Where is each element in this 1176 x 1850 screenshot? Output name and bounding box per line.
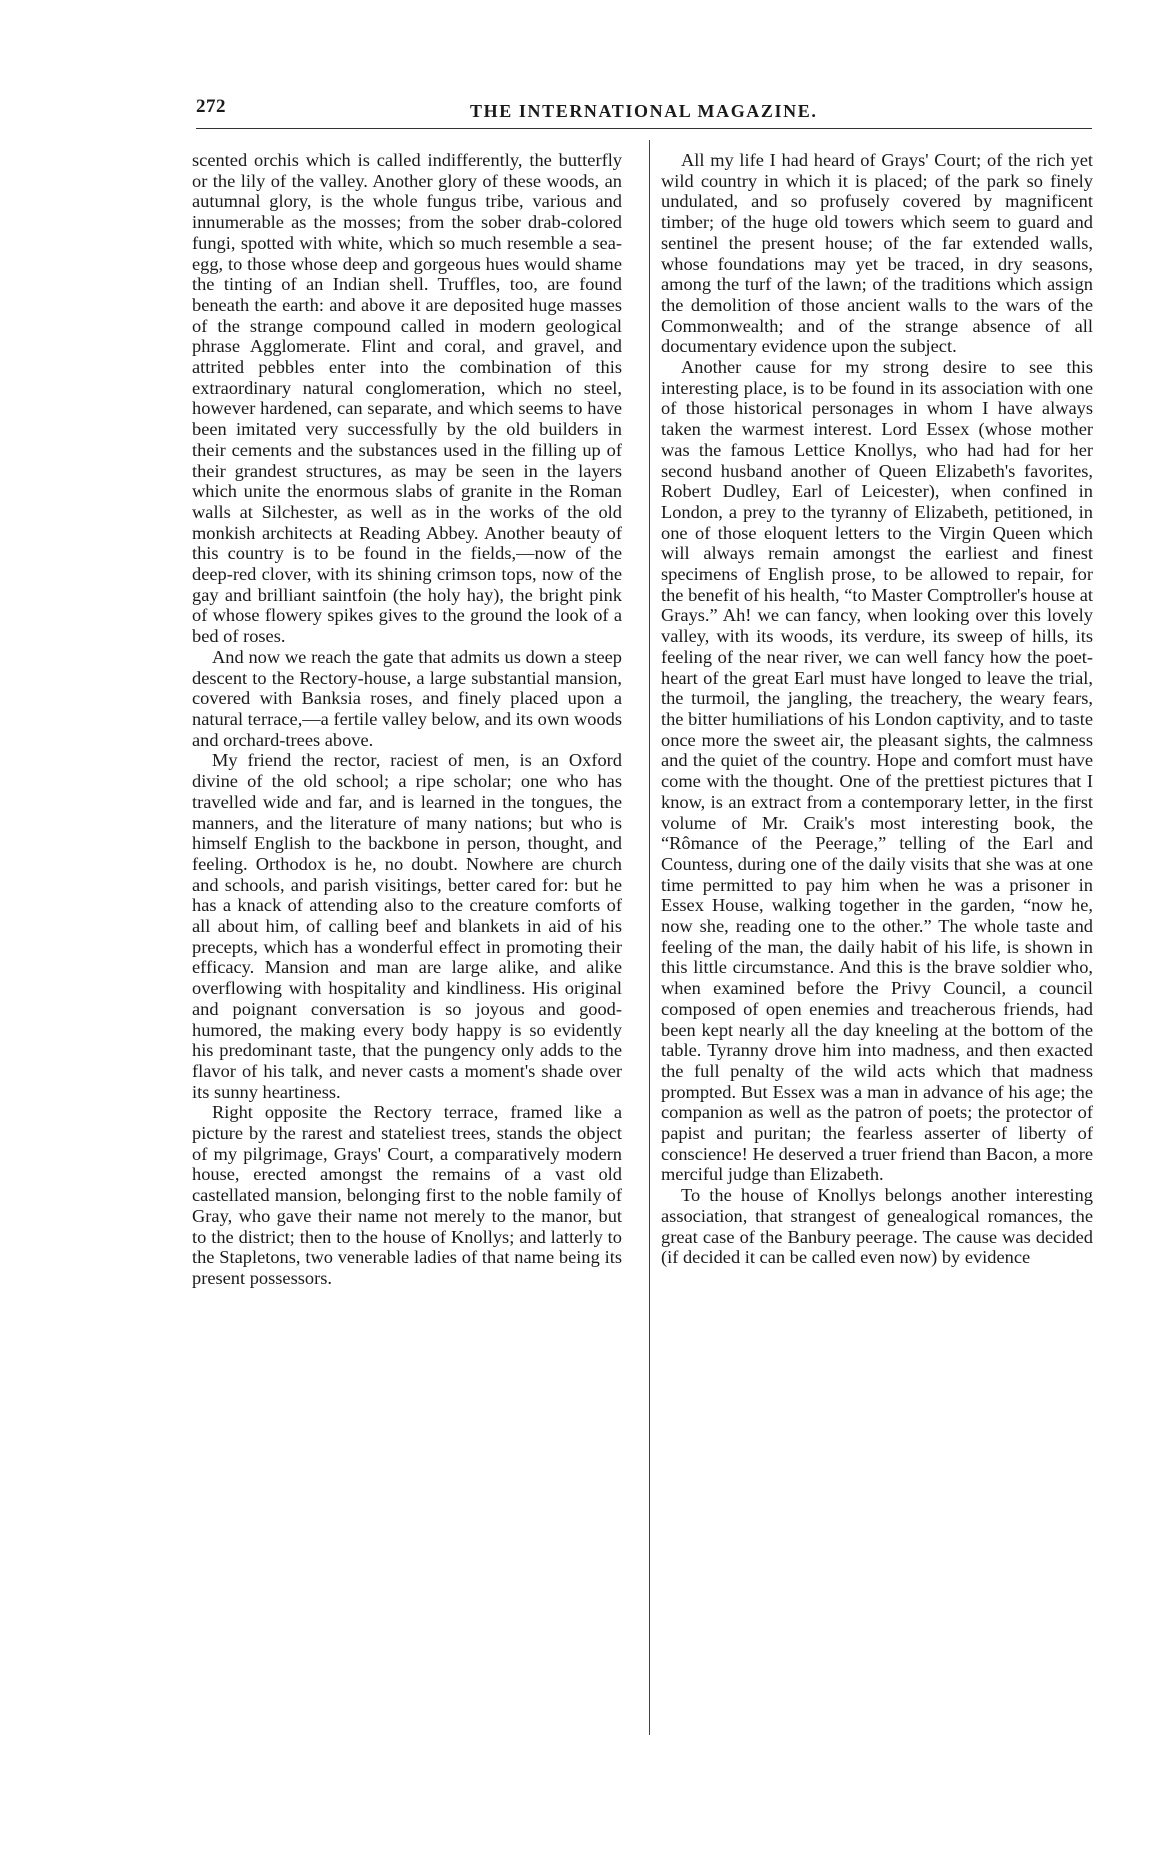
running-title: THE INTERNATIONAL MAGAZINE. [470, 101, 818, 121]
column-divider [649, 140, 650, 1735]
left-column [192, 150, 622, 1289]
paragraph: And now we reach the gate that admits us down a steep descent to the Rectory-house, a large substantial mansion, covered with Banksia roses, and finely placed upon a natural terrace,—a fertile valley below, and its own woods and orchard-trees above. [192, 646, 622, 750]
header-rule [196, 128, 1092, 129]
paragraph: Another cause for my strong desire to see this interesting place, is to be found in its association with one of those historical personages in whom I have always taken the warmest interest. Lord Essex (whose mother was the famous Lettice Knollys, who had had for her second husband another of Queen Elizabeth's favorites, Robert Dudley, Earl of Leicester), when confined in London, a prey to the tyranny of Elizabeth, petitioned, in one of those eloquent letters to the Virgin Queen which will always remain amongst the earliest and finest specimens of English prose, to be allowed to repair, for the benefit of his health, “to Master Comptroller's house at Grays.” Ah! we can fancy, when looking over this lovely valley, with its woods, its verdure, its sweep of hills, its feeling of the near river, we can well fancy how the poet-heart of the great Earl must have longed to leave the trial, the turmoil, the jangling, the treachery, the weary fears, the bitter humiliations of his London captivity, and to taste once more the sweet air, the pleasant sights, the calmness and the quiet of the country. Hope and comfort must have come with the thought. One of the prettiest pictures that I know, is an extract from a contemporary letter, in the first volume of Mr. Craik's most interesting book, the “Rômance of the Peerage,” telling of the Earl and Countess, during one of the daily visits that she was at one time permitted to pay him when he was a prisoner in Essex House, walking together in the garden, “now he, now she, reading one to the other.” The whole taste and feeling of the man, the daily habit of his life, is shown in this little circumstance. And this is the brave soldier who, when examined before the Privy Council, a council composed of open enemies and treacherous friends, had been kept nearly all the day kneeling at the bottom of the table. Tyranny drove him into madness, and then exacted the full penalty of the wild acts which that madness prompted. But Essex was a man in advance of his age; the companion as well as the patron of poets; the protector of papist and puritan; the fearless asserter of liberty of conscience! He deserved a truer friend than Bacon, a more merciful judge than Elizabeth. [661, 357, 1093, 1185]
paragraph: To the house of Knollys belongs another interesting association, that strangest of genealogical romances, the great case of the Banbury peerage. The cause was decided (if decided it can be called even now) by evidence [661, 1185, 1093, 1268]
right-column [661, 150, 1093, 1268]
page-number: 272 [196, 96, 226, 117]
paragraph: Right opposite the Rectory terrace, framed like a picture by the rarest and stateliest trees, stands the object of my pilgrimage, Grays' Court, a comparatively modern house, erected amongst the remains of a vast old castellated mansion, belonging first to the noble family of Gray, who gave their name not merely to the manor, but to the district; then to the house of Knollys; and latterly to the Stapletons, two venerable ladies of that name being its present possessors. [192, 1102, 622, 1288]
paragraph: My friend the rector, raciest of men, is an Oxford divine of the old school; a ripe scholar; one who has travelled wide and far, and is learned in the tongues, the manners, and the literature of many nations; but who is himself English to the backbone in person, thought, and feeling. Orthodox is he, no doubt. Nowhere are church and schools, and parish visitings, better cared for: but he has a knack of attending also to the creature comforts of all about him, of calling beef and blankets in aid of his precepts, which has a wonderful effect in promoting their efficacy. Mansion and man are large alike, and alike overflowing with hospitality and kindliness. His original and poignant conversation is so joyous and good-humored, the making every body happy is so evidently his predominant taste, that the pungency only adds to the flavor of his talk, and never casts a moment's shade over its sunny heartiness. [192, 750, 622, 1102]
paragraph: All my life I had heard of Grays' Court; of the rich yet wild country in which it is placed; of the park so finely undulated, and so profusely covered by magnificent timber; of the huge old towers which seem to guard and sentinel the present house; of the far extended walls, whose foundations may yet be traced, in dry seasons, among the turf of the lawn; of the traditions which assign the demolition of those ancient walls to the wars of the Commonwealth; and of the strange absence of all documentary evidence upon the subject. [661, 150, 1093, 357]
paragraph: scented orchis which is called indifferently, the butterfly or the lily of the valley. Another glory of these woods, an autumnal glory, is the whole fungus tribe, various and innumerable as the mosses; from the sober drab-colored fungi, spotted with white, which so much resemble a sea-egg, to those whose deep and gorgeous hues would shame the tinting of an Indian shell. Truffles, too, are found beneath the earth: and above it are deposited huge masses of the strange compound called in modern geological phrase Agglomerate. Flint and coral, and gravel, and attrited pebbles enter into the combination of this extraordinary natural conglomeration, which no steel, however hardened, can separate, and which seems to have been imitated very successfully by the old builders in their cements and the substances used in the filling up of their grandest structures, as may be seen in the layers which unite the enormous slabs of granite in the Roman walls at Silchester, as well as in the works of the old monkish architects at Reading Abbey. Another beauty of this country is to be found in the fields,—now of the deep-red clover, with its shining crimson tops, now of the gay and brilliant saintfoin (the holy hay), the bright pink of whose flowery spikes gives to the ground the look of a bed of roses. [192, 150, 622, 647]
